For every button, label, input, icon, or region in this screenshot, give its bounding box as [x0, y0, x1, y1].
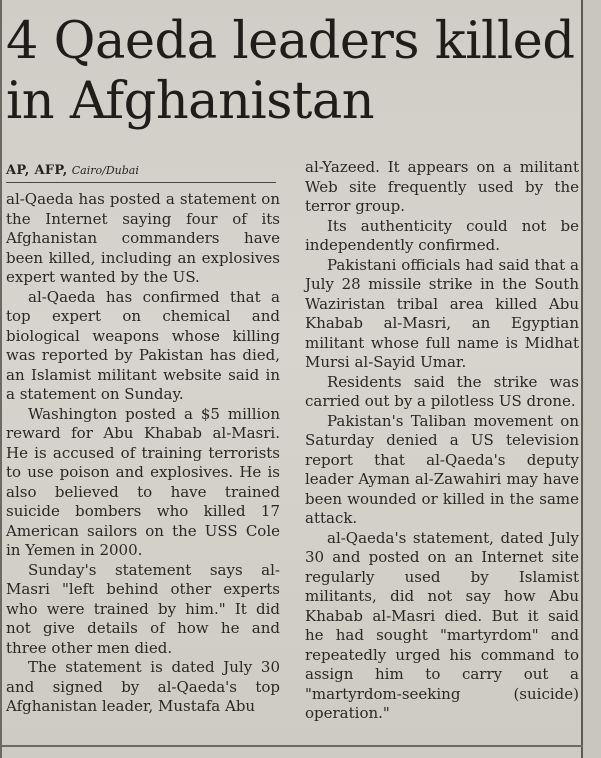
paragraph: Residents said the strike was carried out by a pilotless US drone.: [305, 372, 579, 410]
byline-place: Cairo/Dubai: [71, 164, 139, 177]
paragraph: The statement is dated July 30 and signed by al-Qaeda's top Afghanistan leader, Mustafa Abu: [6, 658, 280, 715]
bottom-border-rule: [0, 745, 583, 747]
paragraph: Sunday's statement says al-Masri "left behind other experts who were trained by him." It did not give details of how he and three other men died.: [6, 560, 280, 657]
page-edge: [583, 0, 601, 758]
paragraph: al-Qaeda has confirmed that a top expert on chemical and biological weapons whose killing was reported by Pakistan has died, an Islamist militant website said in a statement on Sunday.: [6, 287, 280, 403]
byline: [6, 160, 276, 183]
paragraph: Its authenticity could not be independently confirmed.: [305, 216, 579, 254]
paragraph: Washington posted a $5 million reward for Abu Khabab al-Masri. He is accused of training terrorists to use poison and explosives. He is also believed to have trained suicide bombers who killed 17 American sailors on the USS Cole in Yemen in 2000.: [6, 404, 280, 559]
paragraph: al-Qaeda's statement, dated July 30 and posted on an Internet site regularly used by Islamist militants, did not say how Abu Khabab al-Masri died. But it said he had sought "martyrdom" and repeatedly urged his command to assign him to carry out a "martyrdom-seeking (suicide) operation.": [305, 528, 579, 722]
paragraph: al-Qaeda has posted a statement on the Internet saying four of its Afghanistan commanders have been killed, including an explosives expert wanted by the US.: [6, 190, 280, 286]
article-column-right: [305, 158, 579, 724]
paragraph: Pakistan's Taliban movement on Saturday denied a US television report that al-Qaeda's deputy leader Ayman al-Zawahiri may have been wounded or killed in the same attack.: [305, 411, 579, 527]
article-headline: 4 Qaeda leaders killed in Afghanistan: [6, 12, 575, 131]
paragraph: al-Yazeed. It appears on a militant Web site frequently used by the terror group.: [305, 158, 579, 215]
byline-agencies: AP, AFP,: [6, 163, 68, 178]
article-column-left: [6, 190, 280, 717]
paragraph: Pakistani officials had said that a July 28 missile strike in the South Waziristan tribal area killed Abu Khabab al-Masri, an Egyptian militant whose full name is Midhat Mursi al-Sayid Umar.: [305, 255, 579, 371]
left-border-rule: [0, 0, 2, 758]
